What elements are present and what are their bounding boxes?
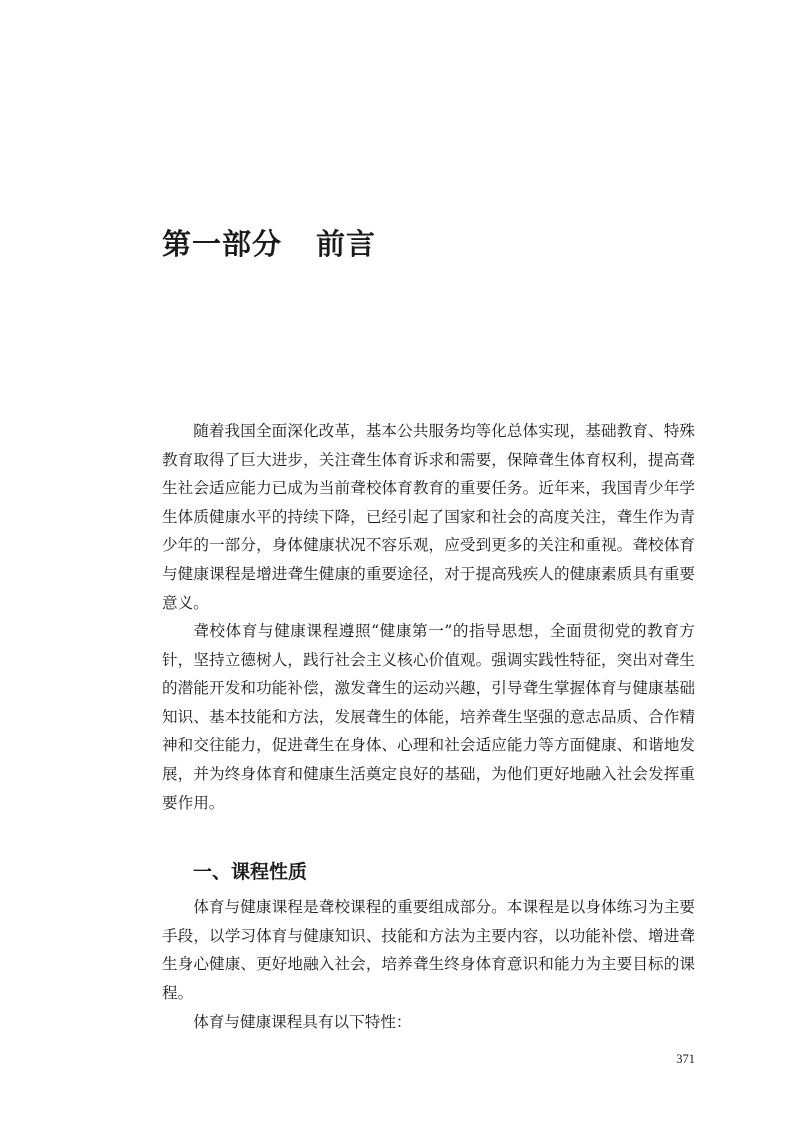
section-1-paragraph-2: 体育与健康课程具有以下特性：: [193, 1013, 412, 1031]
intro-paragraph-1: 随着我国全面深化改革，基本公共服务均等化总体实现，基础教育、特殊教育取得了巨大进步，关注聋生体育诉求和需要，保障聋生体育权利，提高聋生社会适应能力已成为当前聋校体育教育的重要任务。近年来，我国青少年学生体质健康水平的持续下降，已经引起了国家和社会的高度关注，聋生作为青少年的一部分，身体健康状况不容乐观，应受到更多的关注和重视。聋校体育与健康课程是增进聋生健康的重要途径，对于提高残疾人的健康素质具有重要意义。: [162, 422, 695, 612]
intro-paragraph-2: 聋校体育与健康课程遵照“健康第一”的指导思想，全面贯彻党的教育方针，坚持立德树人，践行社会主义核心价值观。强调实践性特征，突出对聋生的潜能开发和功能补偿，激发聋生的运动兴趣，引导聋生掌握体育与健康基础知识、基本技能和方法，发展聋生的体能，培养聋生坚强的意志品质、合作精神和交往能力，促进聋生在身体、心理和社会适应能力等方面健康、和谐地发展，并为终身体育和健康生活奠定良好的基础，为他们更好地融入社会发挥重要作用。: [162, 622, 695, 812]
part-label: 第一部分: [162, 227, 283, 261]
page-number: 371: [676, 1052, 695, 1066]
part-name: 前言: [316, 227, 377, 261]
section-1-paragraph-1: 体育与健康课程是聋校课程的重要组成部分。本课程是以身体练习为主要手段，以学习体育与健康知识、技能和方法为主要内容，以功能补偿、增进聋生身心健康、更好地融入社会，培养聋生终身体育意识和能力为主要目标的课程。: [162, 898, 695, 1002]
section-heading-course-nature: 一、课程性质: [193, 861, 308, 883]
part-title: [162, 222, 376, 266]
